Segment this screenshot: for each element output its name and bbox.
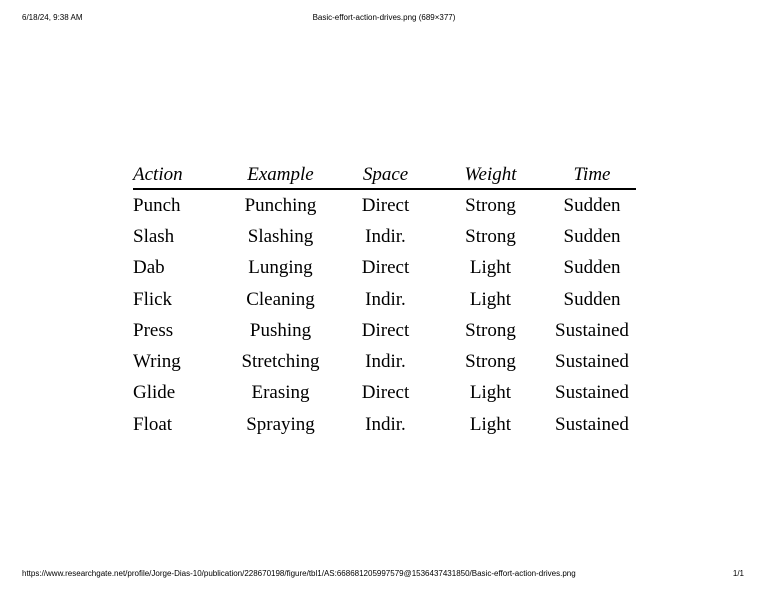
cell-time: Sudden	[563, 257, 621, 279]
table-row	[133, 253, 636, 284]
cell-space: Direct	[361, 194, 410, 216]
table-row	[133, 346, 636, 377]
cell-space: Indir.	[365, 288, 406, 310]
cell-time: Sustained	[555, 319, 629, 341]
table-row	[133, 409, 636, 440]
cell-action: Glide	[133, 382, 176, 404]
column-header-example: Example	[223, 158, 338, 189]
cell-time: Sudden	[563, 194, 621, 216]
column-header-weight: Weight	[433, 158, 548, 189]
cell-weight: Light	[469, 382, 512, 404]
cell-weight: Light	[469, 257, 512, 279]
cell-space: Indir.	[365, 413, 406, 435]
cell-time: Sudden	[563, 288, 621, 310]
cell-action: Punch	[133, 194, 181, 216]
cell-example: Slashing	[247, 225, 314, 247]
cell-example: Stretching	[241, 351, 320, 373]
cell-action: Wring	[133, 351, 181, 373]
print-page-number: 1/1	[732, 569, 744, 578]
cell-example: Punching	[244, 194, 317, 216]
print-datetime: 6/18/24, 9:38 AM	[22, 13, 83, 22]
cell-weight: Light	[469, 413, 512, 435]
cell-weight: Strong	[465, 319, 516, 341]
cell-weight: Light	[469, 288, 512, 310]
table-row	[133, 221, 636, 252]
cell-action: Dab	[133, 257, 165, 279]
table-row	[133, 378, 636, 409]
cell-action: Float	[133, 413, 173, 435]
cell-space: Indir.	[365, 225, 406, 247]
cell-action: Flick	[133, 288, 173, 310]
table-row	[133, 189, 636, 221]
table-header-row	[133, 158, 636, 189]
column-header-space: Space	[338, 158, 433, 189]
column-header-time: Time	[548, 158, 636, 189]
effort-action-drives-table	[133, 158, 636, 440]
table-row	[133, 315, 636, 346]
cell-space: Indir.	[365, 351, 406, 373]
cell-weight: Strong	[465, 194, 516, 216]
cell-weight: Strong	[465, 225, 516, 247]
cell-action: Press	[133, 319, 174, 341]
print-source-url: https://www.researchgate.net/profile/Jorge-Dias-10/publication/228670198/figure/tbl1/AS:668681205997579@1536437431850/Basic-effort-action-drives.png	[22, 569, 576, 578]
cell-example: Pushing	[249, 319, 312, 341]
cell-example: Cleaning	[246, 288, 315, 310]
cell-action: Slash	[133, 225, 175, 247]
cell-space: Direct	[361, 257, 410, 279]
cell-example: Erasing	[251, 382, 310, 404]
cell-space: Direct	[361, 319, 410, 341]
print-page-title: Basic-effort-action-drives.png (689×377)	[312, 13, 456, 22]
table-row	[133, 284, 636, 315]
cell-space: Direct	[361, 382, 410, 404]
column-header-action: Action	[133, 158, 223, 189]
cell-time: Sudden	[563, 225, 621, 247]
cell-time: Sustained	[555, 382, 629, 404]
cell-weight: Strong	[465, 351, 516, 373]
cell-time: Sustained	[555, 351, 629, 373]
cell-example: Spraying	[246, 413, 315, 435]
cell-time: Sustained	[555, 413, 629, 435]
cell-example: Lunging	[248, 257, 313, 279]
